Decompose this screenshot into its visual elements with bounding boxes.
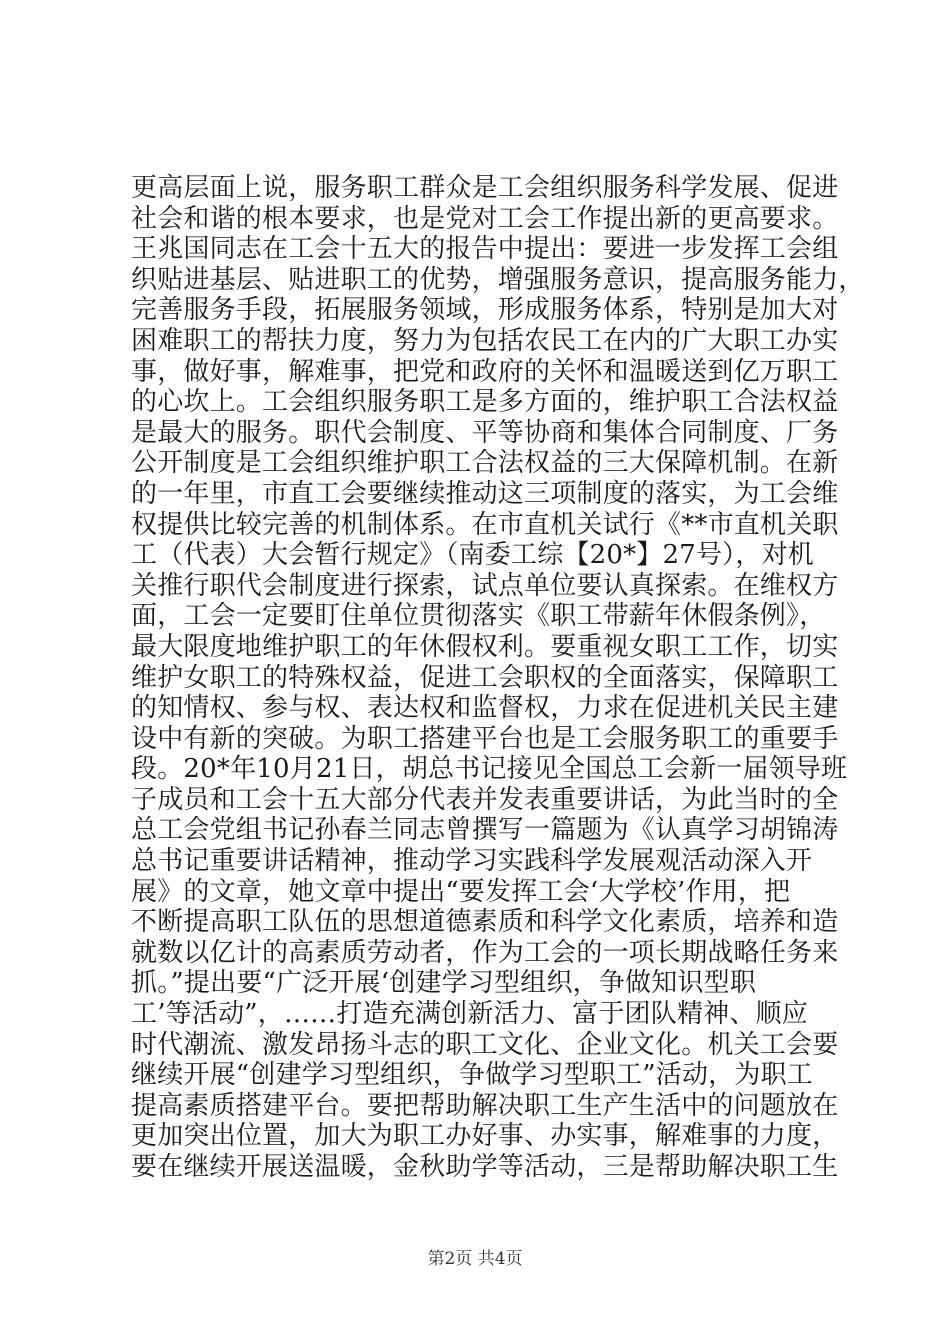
page-footer — [0, 1244, 950, 1269]
text-line: 子成员和工会十五大部分代表并发表重要讲话，为此当时的全 — [131, 784, 839, 815]
text-line: 关推行职代会制度进行探索，试点单位要认真探索。在维权方 — [131, 570, 839, 601]
text-line: 继续开展“创建学习型组织，争做学习型职工”活动，为职工 — [131, 1060, 813, 1091]
page-number: 第2页 共4页 — [427, 1249, 523, 1269]
text-line: 工（代表）大会暂行规定》（南委工综【20*】27号），对机 — [131, 540, 814, 571]
text-line: 是最大的服务。职代会制度、平等协商和集体合同制度、厂务 — [131, 417, 839, 448]
text-line: 总书记重要讲话精神，推动学习实践科学发展观活动深入开 — [131, 846, 813, 877]
text-line: 社会和谐的根本要求，也是党对工会工作提出新的更高要求。 — [131, 203, 839, 234]
text-line: 更高层面上说，服务职工群众是工会组织服务科学发展、促进 — [131, 173, 839, 203]
text-line: 时代潮流、激发昂扬斗志的职工文化、企业文化。机关工会要 — [131, 1029, 839, 1060]
text-line: 设中有新的突破。为职工搭建平台也是工会服务职工的重要手 — [131, 723, 839, 754]
text-line: 不断提高职工队伍的思想道德素质和科学文化素质，培养和造 — [131, 907, 839, 938]
text-line: 更加突出位置，加大为职工办好事、办实事，解难事的力度， — [131, 1121, 839, 1152]
text-line: 完善服务手段，拓展服务领域，形成服务体系，特别是加大对 — [131, 295, 839, 326]
text-line: 抓。”提出要“广泛开展‘创建学习型组织，争做知识型职 — [131, 968, 757, 999]
text-line: 维护女职工的特殊权益，促进工会职权的全面落实，保障职工 — [131, 662, 839, 693]
text-line: 最大限度地维护职工的年休假权利。要重视女职工工作，切实 — [131, 631, 839, 662]
text-line: 公开制度是工会组织维护职工合法权益的三大保障机制。在新 — [131, 448, 839, 479]
text-line: 困难职工的帮扶力度，努力为包括农民工在内的广大职工办实 — [131, 325, 839, 356]
text-line: 提高素质搭建平台。要把帮助解决职工生产生活中的问题放在 — [131, 1090, 839, 1121]
text-line: 织贴进基层、贴进职工的优势，增强服务意识，提高服务能力， — [131, 264, 865, 295]
text-line: 事，做好事，解难事，把党和政府的关怀和温暖送到亿万职工 — [131, 356, 839, 387]
text-line: 工’等活动”，……打造充满创新活力、富于团队精神、顺应 — [131, 999, 808, 1030]
text-line: 段。20*年10月21日，胡总书记接见全国总工会新一届领导班 — [131, 754, 848, 785]
text-line: 展》的文章，她文章中提出“要发挥工会‘大学校’作用，把 — [131, 876, 791, 907]
text-line: 的一年里，市直工会要继续推动这三项制度的落实，为工会维 — [131, 478, 839, 509]
text-line: 要在继续开展送温暖，金秋助学等活动，三是帮助解决职工生 — [131, 1152, 839, 1182]
text-line: 总工会党组书记孙春兰同志曾撰写一篇题为《认真学习胡锦涛 — [131, 815, 839, 846]
text-line: 王兆国同志在工会十五大的报告中提出：要进一步发挥工会组 — [131, 234, 839, 265]
text-line: 面，工会一定要盯住单位贯彻落实《职工带薪年休假条例》， — [131, 601, 826, 632]
text-line: 的心坎上。工会组织服务职工是多方面的，维护职工合法权益 — [131, 387, 839, 418]
body-text — [131, 173, 865, 1183]
text-line: 就数以亿计的高素质劳动者，作为工会的一项长期战略任务来 — [131, 937, 839, 968]
text-line: 的知情权、参与权、表达权和监督权，力求在促进机关民主建 — [131, 693, 839, 724]
text-line: 权提供比较完善的机制体系。在市直机关试行《**市直机关职 — [131, 509, 839, 540]
